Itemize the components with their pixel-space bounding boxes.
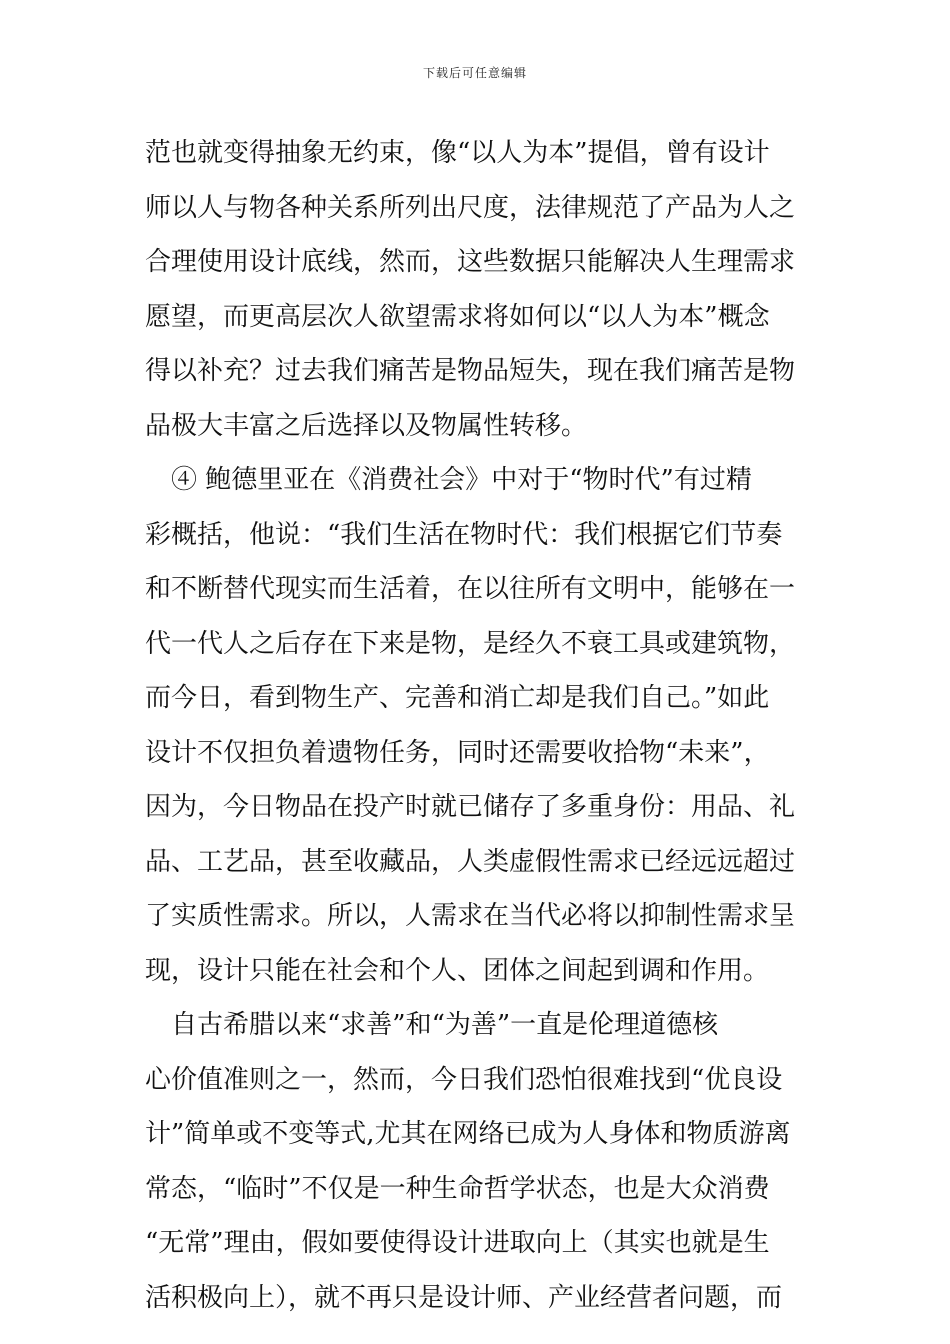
page-header: 下载后可任意编辑 [422,66,527,80]
text-line: 师以人与物各种关系所列出尺度，法律规范了产品为人之 [145,192,796,223]
text-line: 活积极向上），就不再只是设计师、产业经营者问题，而 [145,1282,783,1313]
text-line: 品极大丰富之后选择以及物属性转移。 [145,410,588,441]
text-line: 和不断替代现实而生活着，在以往所有文明中，能够在一 [145,574,796,604]
text-line: 设计不仅担负着遗物任务，同时还需要收拾物“未来”， [145,737,770,768]
text-line: 彩概括，他说：“我们生活在物时代：我们根据它们节奏 [145,519,783,550]
text-line: 自古希腊以来“求善”和“为善”一直是伦理道德核 [145,1010,719,1040]
text-line: 因为，今日物品在投产时就已储存了多重身份：用品、礼 [145,792,796,822]
text-line: 范也就变得抽象无约束，像“以人为本”提倡，曾有设计 [145,138,770,168]
text-line: 计”简单或不变等式,尤其在网络已成为人身体和物质游离 [145,1119,791,1149]
text-line: “无常”理由，假如要使得设计进取向上（其实也就是生 [145,1228,770,1258]
text-line: 了实质性需求。所以，人需求在当代必将以抑制性需求呈 [145,901,796,931]
text-line: 常态，“临时”不仅是一种生命哲学状态，也是大众消费 [145,1173,770,1204]
text-line: 得以补充？过去我们痛苦是物品短失，现在我们痛苦是物 [145,356,796,386]
text-line: 愿望，而更高层次人欲望需求将如何以“以人为本”概念 [145,301,770,332]
text-line: 心价值准则之一，然而，今日我们恐怕很难找到“优良设 [145,1064,783,1095]
text-line: 品、工艺品，甚至收藏品，人类虚假性需求已经远远超过 [145,846,796,877]
text-line: 现，设计只能在社会和个人、团体之间起到调和作用。 [145,955,770,986]
text-line: ④ 鲍德里亚在《消费社会》中对于“物时代”有过精 [145,465,752,495]
document-body [145,126,810,1325]
text-line: 合理使用设计底线，然而，这些数据只能解决人生理需求 [145,247,796,277]
text-line: 而今日，看到物生产、完善和消亡却是我们自己。”如此 [145,683,770,713]
text-line: 代一代人之后存在下来是物，是经久不衰工具或建筑物， [145,628,796,659]
